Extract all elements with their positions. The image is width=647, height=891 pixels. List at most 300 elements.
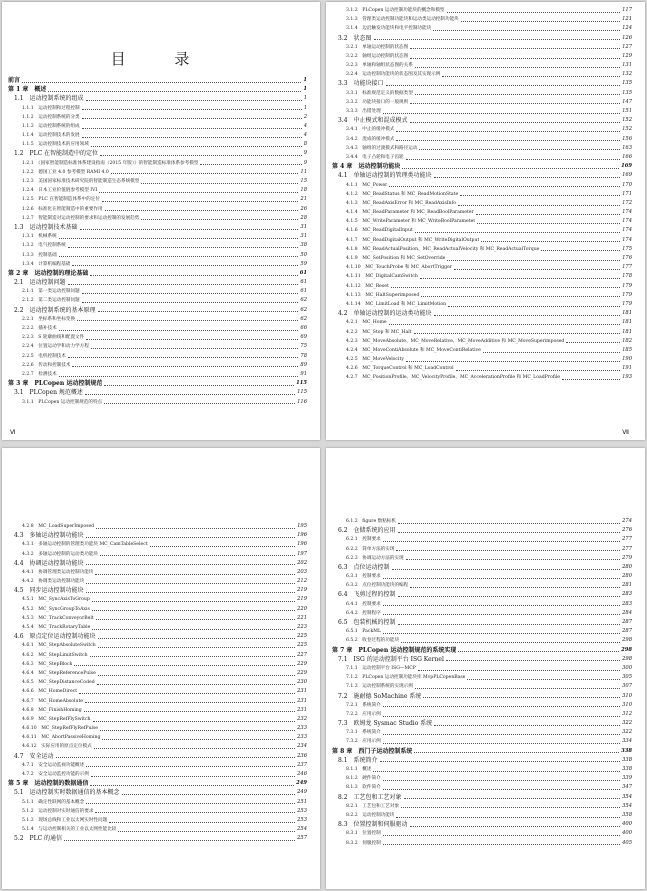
toc-entry	[2, 605, 320, 614]
toc-entry-title: 4.3 多轴运动控制功能块	[14, 532, 84, 540]
toc-entry	[2, 834, 320, 843]
dot-leader	[92, 610, 295, 611]
toc-entry-page: 174	[622, 209, 632, 216]
toc-entry-page: 193	[622, 374, 632, 381]
dot-leader	[102, 739, 295, 740]
dot-leader	[448, 306, 620, 307]
toc-entry-page: 227	[297, 651, 307, 658]
dot-leader	[447, 260, 620, 261]
dot-leader	[383, 780, 620, 781]
dot-leader	[86, 100, 302, 101]
toc-entry-title: 3.3.1 标准规范定义的数据类型	[346, 90, 413, 96]
toc-entry-page: 197	[297, 550, 307, 557]
toc-entry-page: 4	[303, 132, 307, 139]
toc-entry	[326, 692, 645, 701]
toc-entry-page: 38	[300, 242, 307, 249]
toc-entry	[326, 563, 645, 572]
toc-entry-page: 129	[622, 52, 632, 59]
toc-entry	[326, 627, 645, 636]
toc-entry-page: 338	[621, 747, 632, 754]
toc-entry	[2, 251, 320, 260]
toc-entry-title: 3.2.4 运动控制功能块的状态图及其实现示例	[346, 72, 441, 78]
toc-entry-title: 3.1.4 边沿触发功能块和电平控制功能块	[346, 26, 432, 32]
dot-leader	[389, 186, 620, 187]
toc-entry-page: 233	[297, 725, 307, 732]
toc-entry-title: 4.6.7 MC_HomeAbsolute	[22, 698, 84, 704]
toc-entry	[2, 85, 320, 94]
toc-entry-page: 277	[622, 536, 632, 543]
toc-entry	[326, 600, 645, 609]
toc-entry	[2, 297, 320, 306]
toc-entry-page: 280	[622, 573, 632, 580]
toc-entry-page: 225	[297, 642, 307, 649]
toc-entry	[2, 660, 320, 669]
toc-entry-title: 6.1.2 figure 数粘标机	[346, 518, 396, 524]
dot-leader	[483, 352, 620, 353]
dot-leader	[383, 633, 620, 634]
dot-leader	[92, 601, 295, 602]
toc-entry-page: 232	[297, 715, 307, 722]
toc-entry-page: 135	[622, 80, 632, 87]
toc-entry-title: 5.1.3 现场总线和工业以太网实时性问题	[22, 817, 108, 823]
dot-leader	[96, 619, 295, 620]
toc-entry-title: 7.2.1 系统简介	[346, 702, 381, 708]
toc-entry-title: 7.2.2 应用示例	[346, 711, 381, 717]
toc-entry	[326, 774, 645, 783]
dot-leader	[383, 743, 620, 744]
toc-entry	[2, 186, 320, 195]
toc-entry-title: 第 5 章 运动控制的数据通信	[8, 780, 89, 788]
dot-leader	[410, 587, 620, 588]
toc-entry-page: 176	[622, 255, 632, 262]
toc-entry-page: 254	[297, 826, 307, 833]
toc-entry-title: 4.6.9 MC_StepRefFlySwitch	[22, 716, 91, 722]
toc-entry-title: 1.2.3 美国国家标准技术研究院的智能制造生态系统模型	[22, 179, 140, 185]
toc-entry-page: 220	[297, 605, 307, 612]
toc-entry-title: 4.1.11 MC_DigitalCamSwitch	[346, 274, 418, 280]
dot-leader	[82, 293, 299, 294]
toc-entry-title: 3.4.2 混成的缓冲模式	[346, 136, 395, 142]
toc-entry-page: 298	[622, 655, 632, 662]
dot-leader	[105, 210, 299, 211]
toc-entry	[2, 816, 320, 825]
toc-entry-title: 3.3.2 功能块接口的一般规则	[346, 99, 409, 105]
toc-entry-page: 152	[622, 126, 632, 133]
toc-entry-title: 6.5 包装机械的控制	[338, 619, 396, 627]
toc-entry	[2, 159, 320, 168]
toc-entry-title: 3.3 功能块接口	[338, 80, 384, 88]
toc-entry-title: 4.7.2 安全运动监控功能的示例	[22, 772, 89, 778]
toc-entry-title: 4.6.4 MC_StepReferencePulse	[22, 670, 96, 676]
toc-entry-title: 3.2.2 轴组运动控制的状态图	[346, 53, 409, 59]
dot-leader	[95, 574, 295, 575]
toc-entry	[326, 526, 645, 535]
toc-entry	[326, 217, 645, 226]
toc-entry-page: 181	[622, 328, 632, 335]
toc-entry-page: 405	[622, 839, 632, 846]
dot-leader	[415, 232, 620, 233]
toc-entry	[2, 596, 320, 605]
page-number: Ⅶ	[622, 430, 629, 436]
toc-entry-title: 1.1 运动控制系统的组成	[14, 95, 84, 103]
toc-entry	[326, 254, 645, 263]
toc-entry-title: 4.2.3 MC_MoveAbsolute、MC_MoveRelative、MC_MoveAdditive 和 MC_MoveSuperimposed	[346, 338, 565, 344]
toc-entry	[326, 208, 645, 217]
dot-leader	[383, 734, 620, 735]
dot-leader	[82, 302, 299, 303]
dot-leader	[476, 214, 620, 215]
toc-entry-title: 4.3.1 多轴运动控制的管理类功能块 MC_CamTableSelect	[22, 542, 148, 548]
dot-leader	[91, 348, 299, 349]
toc-entry-title: 4.4.1 协调管理类运动控制功能块	[22, 569, 94, 575]
page-number: Ⅵ	[10, 430, 16, 436]
toc-entry-page: 334	[622, 738, 632, 745]
toc-entry-title: 6.2.3 协调运动方法的实现	[346, 555, 404, 561]
toc-entry-title: 4.1.9 MC_SetPosition 和 MC_SetOverride	[346, 256, 446, 262]
toc-entry	[2, 623, 320, 632]
toc-entry-page: 1	[303, 86, 307, 93]
dot-leader	[84, 711, 295, 712]
dot-leader	[434, 725, 620, 726]
dot-leader	[100, 555, 295, 556]
toc-entry-title: 4.2.7 MC_PositionProfile、MC_VelocityProfile、MC_AccelerationProfile 和 MC_LoadProfile	[346, 375, 560, 381]
dot-leader	[104, 403, 295, 404]
toc-entry-title: 3.3.3 出错处理	[346, 109, 381, 115]
toc-entry	[2, 232, 320, 241]
toc-entry	[326, 646, 645, 655]
dot-leader	[442, 76, 620, 77]
toc-entry-page: 257	[297, 835, 307, 842]
toc-entry	[2, 743, 320, 752]
toc-entry	[326, 839, 645, 848]
dot-leader	[402, 168, 619, 169]
dot-leader	[396, 131, 620, 132]
toc-entry	[2, 122, 320, 131]
dot-leader	[141, 219, 298, 220]
toc-entry-title: 1.2.1 《国家智能制造标准体系建设指南（2015 年版）》的智能制造标准体系参考模型	[22, 160, 199, 166]
dot-leader	[434, 177, 621, 178]
dot-leader	[447, 12, 621, 13]
dot-leader	[461, 21, 620, 22]
toc-entry-title: 1.2.2 德国工业 4.0 参考模型 RAMI 4.0	[22, 169, 109, 175]
toc-entry	[2, 651, 320, 660]
toc-entry-title: 1.2.5 PLC 在智能制造体系中的定位	[22, 197, 100, 203]
toc-entry	[326, 162, 645, 171]
toc-entry-page: 31	[300, 233, 307, 240]
toc-entry	[326, 282, 645, 291]
toc-entry-page: 9	[303, 159, 307, 166]
dot-leader	[398, 624, 621, 625]
toc-entry	[326, 116, 645, 125]
toc-entry	[2, 687, 320, 696]
toc-page-3	[2, 448, 320, 889]
toc-entry-page: 280	[622, 563, 632, 570]
toc-entry-page: 50	[300, 251, 307, 258]
toc-entry	[326, 6, 645, 15]
toc-entry	[326, 236, 645, 245]
toc-entry	[326, 181, 645, 190]
dot-leader	[420, 278, 620, 279]
dot-leader	[86, 766, 295, 767]
toc-entry-title: 1.2.7 智能制造对运动控制的要求和运动控制的发展趋势	[22, 215, 140, 221]
toc-entry	[2, 352, 320, 361]
dot-leader	[86, 339, 298, 340]
toc-entry-page: 322	[622, 729, 632, 736]
dot-leader	[72, 265, 298, 266]
toc-entry-page: 1	[303, 104, 307, 111]
toc-entry-page: 163	[622, 144, 632, 151]
toc-entry-page: 166	[622, 153, 632, 160]
toc-entry-title: 4.6.10 MC_StepRefFlyRefPulse	[22, 726, 98, 732]
toc-entry-page: 298	[621, 646, 632, 653]
toc-entry	[2, 269, 320, 278]
toc-entry	[326, 802, 645, 811]
toc-entry-page: 156	[622, 135, 632, 142]
toc-entry-page: 1	[303, 95, 307, 102]
toc-entry-title: 1.3.3 控制基础	[22, 252, 57, 258]
toc-entry	[326, 227, 645, 236]
dot-leader	[82, 118, 302, 119]
dot-leader	[541, 250, 620, 251]
toc-entry-page: 249	[296, 780, 307, 787]
toc-entry-page: 124	[622, 25, 632, 32]
dot-leader	[383, 541, 620, 542]
dot-leader	[398, 523, 620, 524]
toc-entry-page: 132	[622, 71, 632, 78]
toc-entry	[326, 125, 645, 134]
toc-entry-page: 89	[300, 361, 307, 368]
toc-entry-page: 283	[622, 591, 632, 598]
dot-leader	[415, 94, 620, 95]
toc-entry-page: 115	[297, 389, 307, 396]
dot-leader	[102, 201, 298, 202]
toc-entry	[2, 333, 320, 342]
dot-leader	[404, 798, 621, 799]
toc-entry-page: 4	[303, 122, 307, 129]
dot-leader	[383, 716, 620, 717]
toc-entry	[326, 291, 645, 300]
toc-entry	[2, 315, 320, 324]
toc-entry-title: 6.3.1 控制要求	[346, 574, 381, 580]
toc-entry-title: 4.6.12 实际应用的原点定位模式	[22, 744, 92, 750]
toc-entry-page: 21	[300, 196, 307, 203]
dot-leader	[396, 817, 620, 818]
toc-entry-page: 91	[300, 370, 307, 377]
toc-entry-title: 6.3 点位运动控制	[338, 563, 390, 571]
dot-leader	[79, 693, 295, 694]
dot-leader	[398, 596, 621, 597]
toc-entry	[326, 364, 645, 373]
toc-list	[2, 76, 320, 407]
toc-entry	[2, 223, 320, 232]
dot-leader	[94, 748, 295, 749]
toc-entry-title: 4.5.2 MC_SyncGroupToAxis	[22, 606, 90, 612]
toc-entry-title: 6.2.2 简单方法的实现	[346, 546, 395, 552]
toc-entry-page: 169	[622, 172, 632, 179]
toc-entry-page: 179	[622, 291, 632, 298]
toc-entry	[2, 361, 320, 370]
dot-leader	[562, 379, 620, 380]
dot-leader	[82, 137, 302, 138]
toc-entry	[326, 144, 645, 153]
toc-entry-title: 4.6.1 MC_StepAbsoluteSwitch	[22, 643, 96, 649]
toc-entry-title: 6.2 仓储系统的应用	[338, 527, 396, 535]
toc-entry-title: 4.1.3 MC_ReadAxisError 和 MC_ReadAxisInfo	[346, 200, 456, 206]
dot-leader	[111, 173, 299, 174]
toc-entry-page: 26	[300, 205, 307, 212]
toc-entry	[2, 306, 320, 315]
toc-entry-page: 151	[622, 108, 632, 115]
toc-entry-page: 284	[622, 609, 632, 616]
toc-entry-page: 2	[303, 113, 307, 120]
dot-leader	[98, 311, 299, 312]
toc-entry	[2, 715, 320, 724]
dot-leader	[433, 30, 620, 31]
toc-entry	[2, 807, 320, 816]
dot-leader	[85, 702, 295, 703]
toc-entry	[2, 324, 320, 333]
dot-leader	[414, 752, 619, 753]
toc-entry	[326, 300, 645, 309]
toc-list	[326, 6, 645, 383]
dot-leader	[59, 330, 299, 331]
toc-entry-title: 3.1.3 管理类运动控制功能块和运动类运动控制功能块	[346, 17, 459, 23]
toc-entry-page: 31	[300, 223, 307, 230]
toc-entry-page: 127	[622, 43, 632, 50]
toc-entry	[2, 724, 320, 733]
dot-leader	[398, 532, 621, 533]
dot-leader	[109, 822, 295, 823]
toc-entry-title: 5.1 运动控制实时数据通信的基本概念	[14, 789, 120, 797]
dot-leader	[460, 195, 620, 196]
toc-entry	[326, 135, 645, 144]
toc-entry-title: 7.3.2 应用示例	[346, 739, 381, 745]
toc-entry-title: 7.1 ISG 的运动控制平台 ISG Kernel	[338, 655, 444, 663]
dot-leader	[401, 642, 620, 643]
toc-entry	[2, 342, 320, 351]
dot-leader	[86, 583, 295, 584]
toc-entry	[2, 195, 320, 204]
toc-entry-page: 253	[297, 807, 307, 814]
toc-entry	[326, 34, 645, 43]
dot-leader	[64, 840, 295, 841]
dot-leader	[90, 275, 297, 276]
toc-entry	[2, 131, 320, 140]
toc-entry-title: 4.6 原点定位运动控制功能块	[14, 633, 96, 641]
dot-leader	[383, 789, 620, 790]
dot-leader	[82, 109, 302, 110]
toc-entry-page: 233	[297, 734, 307, 741]
dot-leader	[406, 159, 620, 160]
dot-leader	[150, 546, 295, 547]
toc-entry-title: 4.2.6 MC_TorqueControl 和 MC_LoadControl	[346, 366, 454, 372]
toc-entry-title: 2.2.6 传动和控制技术	[22, 362, 71, 368]
dot-leader	[77, 320, 298, 321]
toc-list	[326, 517, 645, 848]
toc-entry-page: 18	[300, 187, 307, 194]
toc-entry	[326, 793, 645, 802]
toc-entry-title: 4.6.11 MC_AbortPassiveHoming	[22, 735, 101, 741]
toc-entry-page: 279	[622, 554, 632, 561]
dot-leader	[22, 82, 301, 83]
toc-entry-title: 4.7 安全运动	[14, 752, 54, 760]
toc-entry	[326, 811, 645, 820]
toc-entry	[326, 682, 645, 691]
toc-entry-title: 4.1 单轴运动控制的管理类功能块	[338, 172, 432, 180]
toc-entry-page: 277	[622, 545, 632, 552]
toc-entry-title: 2.2.3 S 轮廓曲线和配置文件	[22, 335, 85, 341]
dot-leader	[90, 785, 294, 786]
toc-entry-title: 6.4 飞剪过程的控制	[338, 591, 396, 599]
toc-entry-title: 8.2.2 运动控制功能块	[346, 812, 395, 818]
toc-entry-page: 195	[297, 522, 307, 529]
toc-entry-page: 347	[622, 784, 632, 791]
toc-entry-title: 8.3 位置控制和伺服驱动	[338, 821, 408, 829]
toc-entry-title: 4.1.6 MC_ReadDigitalInput	[346, 228, 413, 234]
toc-entry-page: 75	[300, 343, 307, 350]
toc-entry-title: 7.2 施耐德 SoMachine 系统	[338, 692, 422, 700]
dot-leader	[72, 366, 298, 367]
toc-entry	[326, 263, 645, 272]
toc-entry-title: 4.1.7 MC_ReadDigitalOutput 和 MC_WriteDigitalOutput	[346, 237, 480, 243]
toc-entry-page: 147	[622, 98, 632, 105]
dot-leader	[68, 247, 299, 248]
toc-entry-page: 234	[297, 743, 307, 750]
toc-entry	[2, 761, 320, 770]
toc-entry-title: 4.4.2 协调类运动控制功能块	[22, 579, 85, 585]
toc-entry-page: 354	[622, 802, 632, 809]
dot-leader	[59, 238, 299, 239]
toc-entry	[326, 829, 645, 838]
toc-entry-page: 179	[622, 300, 632, 307]
toc-entry-page: 170	[622, 181, 632, 188]
toc-entry	[326, 618, 645, 627]
toc-entry	[2, 678, 320, 687]
dot-leader	[68, 357, 299, 358]
toc-entry	[326, 719, 645, 728]
toc-entry-page: 251	[297, 798, 307, 805]
toc-entry	[2, 522, 320, 531]
toc-entry	[2, 752, 320, 761]
dot-leader	[100, 155, 302, 156]
toc-entry-title: 1.3.2 电气控制系统	[22, 243, 66, 249]
dot-leader	[446, 660, 620, 661]
toc-entry-page: 310	[622, 692, 632, 699]
toc-entry	[2, 278, 320, 287]
toc-entry-title: 4.1.13 MC_HaltSuperimposed	[346, 292, 420, 298]
toc-entry	[2, 94, 320, 103]
dot-leader	[458, 651, 619, 652]
toc-entry-page: 66	[300, 325, 307, 332]
toc-entry-page: 59	[300, 260, 307, 267]
toc-entry	[326, 24, 645, 33]
toc-entry	[326, 355, 645, 364]
toc-entry-title: 2.1 运动控制问题	[14, 279, 66, 287]
toc-entry	[326, 337, 645, 346]
toc-entry	[326, 820, 645, 829]
toc-entry-page: 117	[622, 6, 632, 13]
toc-entry-title: 第 4 章 运动控制功能块	[332, 163, 401, 171]
toc-entry	[2, 113, 320, 122]
toc-entry-page: 287	[622, 619, 632, 626]
toc-entry-page: 182	[622, 337, 632, 344]
toc-entry-page: 169	[621, 163, 632, 170]
dot-leader	[396, 140, 620, 141]
toc-entry-page: 236	[297, 752, 307, 759]
toc-entry-title: 第 3 章 PLCopen 运动控制规范	[8, 380, 103, 388]
toc-entry-page: 191	[622, 365, 632, 372]
toc-entry	[326, 190, 645, 199]
